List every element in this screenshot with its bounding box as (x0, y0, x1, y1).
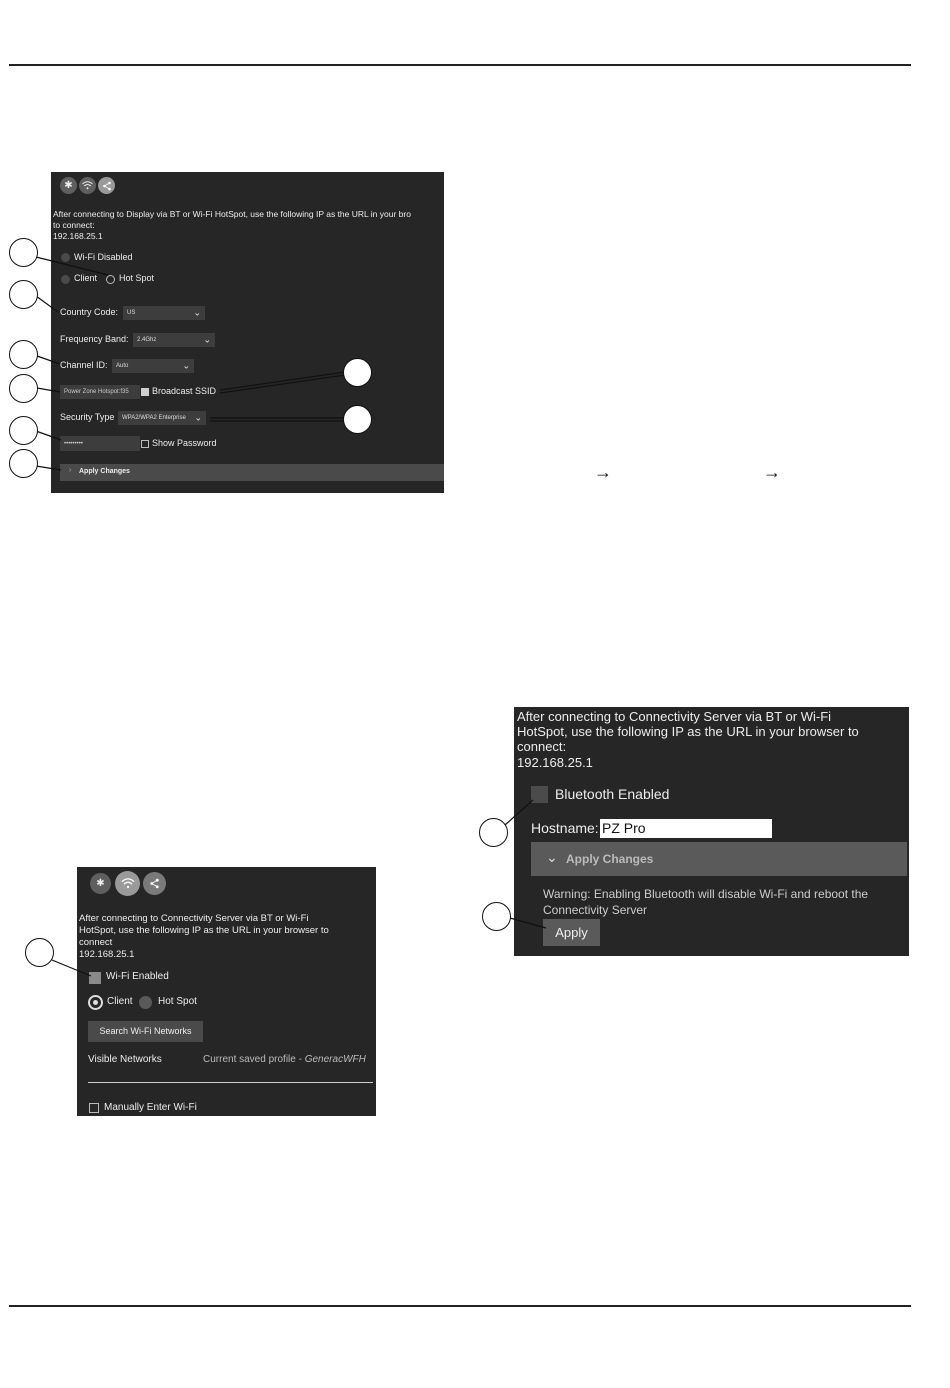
callout-circle (9, 449, 38, 478)
connection-info-line2: HotSpot, use the following IP as the URL in your browser to (79, 925, 329, 936)
chevron-down-icon: ⌄ (193, 307, 201, 318)
chevron-down-icon: ⌄ (182, 360, 190, 371)
search-wifi-networks-button[interactable] (88, 1021, 203, 1042)
broadcast-ssid-label: Broadcast SSID (152, 386, 217, 396)
hostname-value: PZ Pro (602, 820, 646, 836)
security-type-value: WPA2/WPA2 Enterprise (122, 415, 186, 421)
wifi-client-settings-screenshot (77, 867, 376, 1116)
visible-networks-label: Visible Networks (88, 1054, 162, 1065)
security-type-label: Security Type (60, 412, 115, 422)
hot-spot-label: Hot Spot (158, 996, 197, 1007)
channel-id-label: Channel ID: (60, 360, 108, 370)
callout-circle (9, 416, 38, 445)
country-code-select[interactable] (123, 306, 205, 320)
divider (88, 1082, 373, 1083)
country-code-value: US (127, 310, 136, 316)
warning-line1: Warning: Enabling Bluetooth will disable Wi-Fi and reboot the (543, 887, 869, 901)
wifi-icon[interactable] (79, 177, 96, 194)
saved-profile-text (203, 1054, 366, 1065)
ssid-value: Power Zone Hotspot:f35 (64, 389, 129, 395)
ip-address: 192.168.25.1 (517, 755, 593, 770)
saved-profile-name: GeneracWFH (304, 1054, 366, 1065)
connection-info-line1: After connecting to Connectivity Server via BT or Wi-Fi (79, 913, 309, 924)
client-label: Client (74, 273, 98, 283)
bluetooth-icon[interactable]: ✱ (60, 177, 77, 194)
wifi-enabled-checkbox[interactable] (89, 972, 101, 984)
client-label: Client (107, 996, 133, 1007)
manually-enter-wifi-checkbox[interactable] (89, 1103, 99, 1113)
connection-info-line2: to connect: (53, 220, 95, 230)
share-icon[interactable] (143, 872, 166, 895)
callout-circle (9, 280, 38, 309)
wifi-icon[interactable] (115, 871, 140, 896)
callout-circle (25, 938, 54, 967)
password-input[interactable] (60, 436, 140, 451)
warning-line2: Connectivity Server (543, 903, 648, 917)
arrow-right-icon: → (763, 462, 781, 482)
hot-spot-radio[interactable] (139, 996, 152, 1009)
show-password-label: Show Password (152, 438, 217, 448)
wifi-disabled-label: Wi-Fi Disabled (74, 252, 133, 262)
connection-info-line2: HotSpot, use the following IP as the URL in your browser to (517, 724, 859, 739)
callout-circle (482, 902, 511, 931)
connection-info-line3: connect (79, 937, 113, 948)
frequency-band-value: 2.4Ghz (137, 337, 157, 343)
client-radio[interactable] (88, 995, 103, 1010)
callout-circle (343, 358, 372, 387)
chevron-down-icon: ⌄ (546, 849, 558, 865)
hostname-input[interactable] (600, 819, 772, 838)
channel-id-value: Auto (116, 363, 129, 369)
client-radio[interactable] (61, 275, 70, 284)
bluetooth-enabled-label: Bluetooth Enabled (555, 786, 670, 802)
chevron-down-icon: ⌄ (194, 412, 202, 423)
manually-enter-wifi-label: Manually Enter Wi-Fi (104, 1102, 197, 1113)
hotspot-settings-screenshot (51, 172, 444, 493)
bluetooth-icon[interactable]: ✱ (90, 873, 111, 894)
frequency-band-label: Frequency Band: (60, 334, 129, 344)
hostname-label: Hostname: (531, 820, 599, 836)
wifi-disabled-toggle[interactable] (61, 253, 70, 262)
apply-changes-bar[interactable] (60, 464, 444, 481)
country-code-label: Country Code: (60, 307, 119, 317)
top-rule (9, 64, 911, 66)
apply-changes-label: Apply Changes (79, 468, 130, 475)
chevron-down-icon: ⌄ (203, 334, 211, 345)
broadcast-ssid-checkbox[interactable] (141, 388, 149, 396)
share-icon[interactable] (98, 177, 115, 194)
callout-circle (9, 238, 38, 267)
wifi-enabled-label: Wi-Fi Enabled (106, 971, 169, 982)
hot-spot-radio[interactable] (106, 275, 115, 284)
ip-address: 192.168.25.1 (53, 231, 103, 241)
show-password-checkbox[interactable] (141, 440, 149, 448)
apply-changes-bar[interactable] (531, 842, 907, 876)
callout-circle (343, 405, 372, 434)
apply-changes-label: Apply Changes (566, 852, 654, 866)
connection-info-line3: connect: (517, 739, 567, 754)
callout-circle (9, 340, 38, 369)
channel-id-select[interactable] (112, 359, 194, 373)
apply-button-label: Apply (555, 925, 588, 940)
bottom-rule (9, 1305, 911, 1307)
search-wifi-networks-label: Search Wi-Fi Networks (99, 1026, 192, 1036)
hot-spot-label: Hot Spot (119, 273, 155, 283)
callout-circle (9, 374, 38, 403)
ip-address: 192.168.25.1 (79, 949, 135, 960)
bluetooth-settings-screenshot (514, 707, 909, 956)
connection-info-line1: After connecting to Connectivity Server via BT or Wi-Fi (517, 709, 832, 724)
callout-circle (479, 818, 508, 847)
password-value: ••••••••• (64, 440, 83, 447)
frequency-band-select[interactable] (133, 333, 215, 347)
saved-profile-prefix: Current saved profile - (203, 1054, 305, 1065)
security-type-select[interactable] (118, 411, 206, 425)
ssid-input[interactable] (60, 385, 140, 399)
arrow-right-icon: → (594, 462, 612, 482)
bluetooth-enabled-checkbox[interactable] (531, 786, 548, 803)
chevron-right-icon: › (69, 467, 72, 474)
apply-button[interactable] (543, 919, 600, 946)
connection-info-line1: After connecting to Display via BT or Wi-Fi HotSpot, use the following IP as the URL in your bro (53, 209, 411, 219)
